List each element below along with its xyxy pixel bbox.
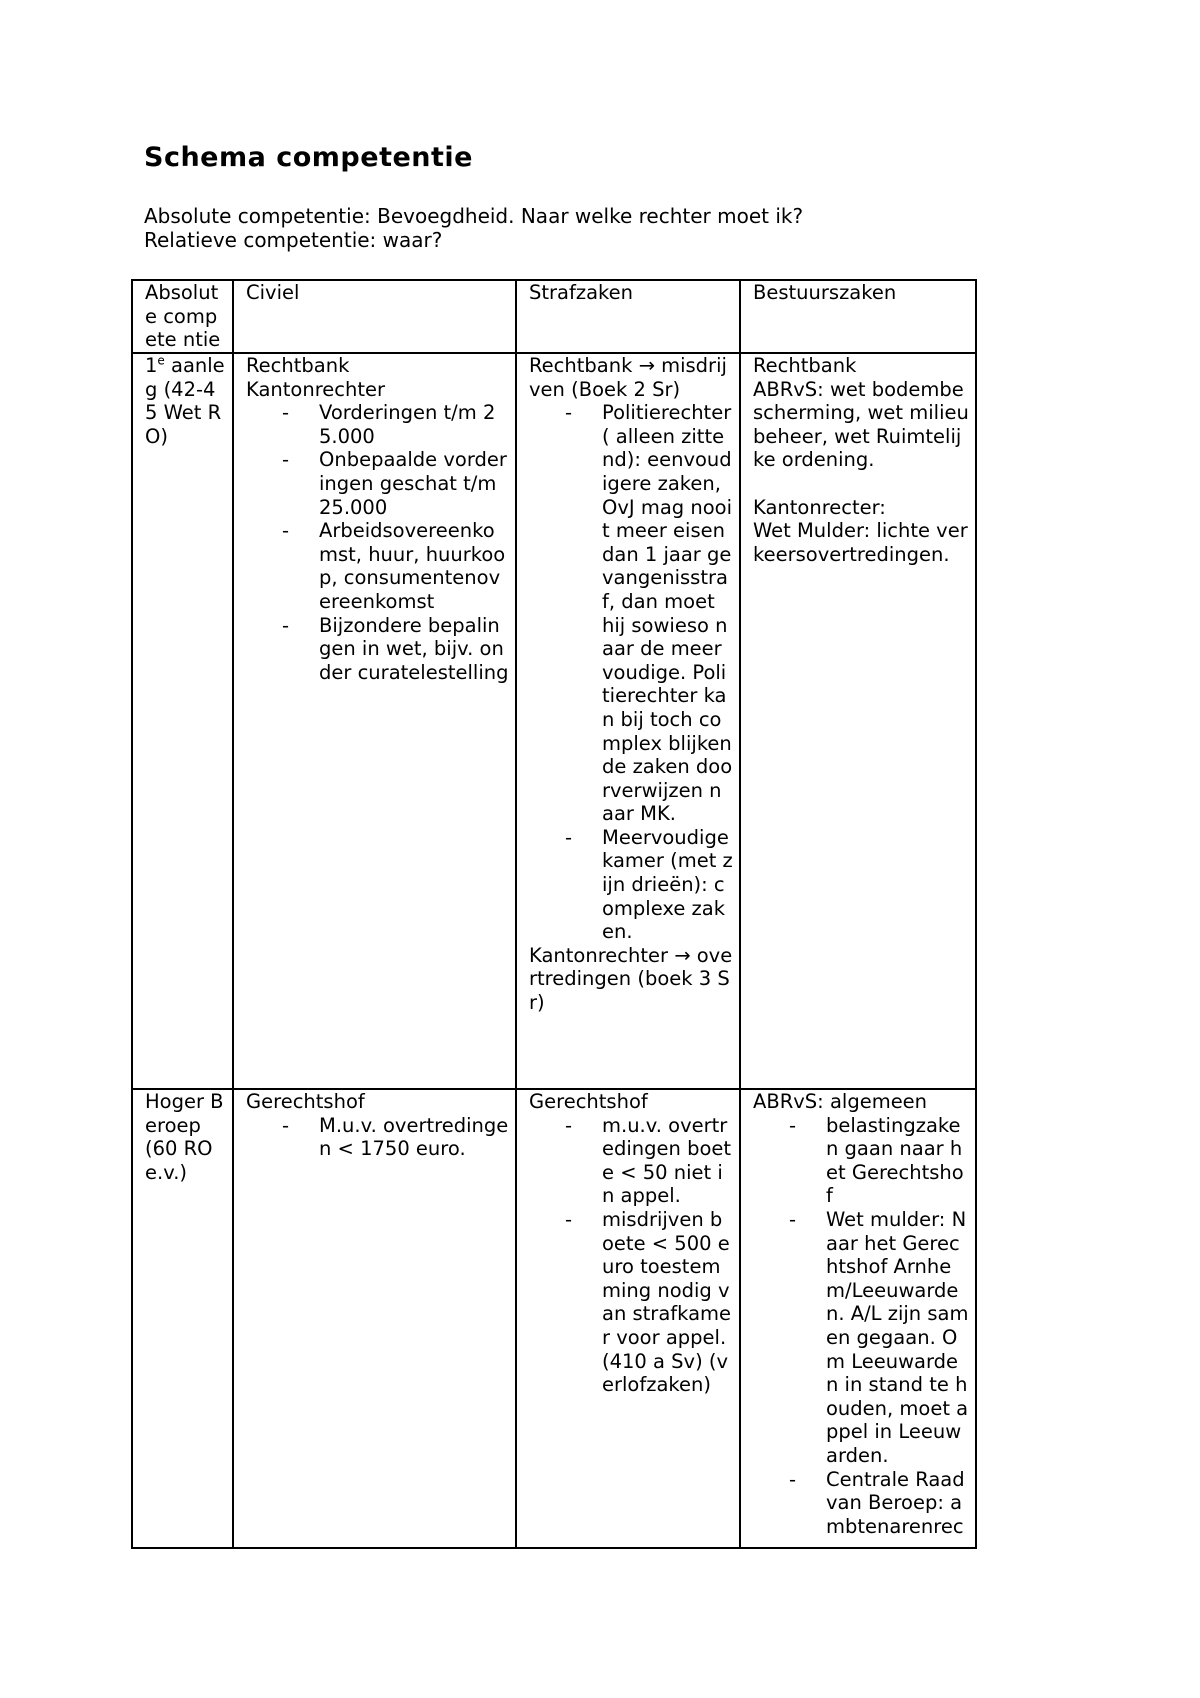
list-item: - Wet mulder: Naar het Gerechtshof Arnhem/Leeuwarden. A/L zijn samen gegaan. Om Leeuwarden in stand te houden, moet appel in Leeuwarden.: [826, 1208, 969, 1468]
list-item: - Meervoudige kamer (met zijn drieën): complexe zaken.: [602, 826, 733, 944]
page-title: Schema competentie: [144, 142, 473, 173]
bestuur-kantonrecter: Kantonrecter:: [753, 495, 886, 519]
header-absolute-text: Absolute compete ntie: [145, 281, 221, 352]
competence-table: [131, 279, 977, 1549]
appeal-bestuur-abrvs: ABRvS: algemeen: [753, 1090, 928, 1113]
cell-first-straf: [516, 353, 740, 1089]
list-item: - Arbeidsovereenkomst, huur, huurkoop, consumentenovereenkomst: [319, 519, 509, 613]
header-strafzaken: [516, 280, 740, 353]
cell-appeal-civiel: [233, 1089, 516, 1548]
header-bestuurszaken-text: Bestuurszaken: [753, 281, 897, 304]
civiel-kantonrechter: Kantonrechter: [246, 377, 386, 401]
appeal-straf-list: [529, 1114, 733, 1397]
list-item: - Vorderingen t/m 25.000: [319, 401, 509, 448]
list-item: - m.u.v. overtredingen boete < 50 niet in appel.: [602, 1114, 733, 1208]
intro-relative: Relatieve competentie: waar?: [144, 228, 443, 252]
cell-appeal-bestuur: [740, 1089, 976, 1548]
straf-kantonrechter: Kantonrechter → overtredingen (boek 3 Sr): [529, 943, 733, 1015]
list-item: - Centrale Raad van Beroep: ambtenarenrec: [826, 1468, 969, 1539]
table-header-row: [132, 280, 976, 353]
appeal-bestuur-list: [753, 1114, 969, 1539]
header-civiel: [233, 280, 516, 353]
list-item: - misdrijven boete < 500 euro toestemming nodig van strafkamer voor appel. (410 a Sv) (verlofzaken): [602, 1208, 733, 1397]
label-first-instance: [132, 353, 233, 1089]
cell-first-bestuur: [740, 353, 976, 1089]
bestuur-wet-mulder: Wet Mulder: lichte verkeersovertredingen.: [753, 519, 968, 566]
label-appeal-text: Hoger Beroep (60 RO e.v.): [145, 1090, 224, 1184]
table-row-first-instance: [132, 353, 976, 1089]
intro-absolute: Absolute competentie: Bevoegdheid. Naar welke rechter moet ik?: [144, 204, 804, 228]
label-appeal: [132, 1089, 233, 1548]
label-first-rest: aanleg (42-45 Wet RO): [145, 354, 225, 448]
header-civiel-text: Civiel: [246, 281, 300, 304]
civiel-list: [246, 401, 509, 684]
list-item: - Bijzondere bepalingen in wet, bijv. onder curatelestelling: [319, 614, 509, 685]
cell-appeal-straf: [516, 1089, 740, 1548]
civiel-rechtbank: Rechtbank: [246, 354, 350, 377]
straf-rechtbank: Rechtbank → misdrijven (Boek 2 Sr): [529, 354, 727, 401]
label-first-sup: e: [157, 354, 165, 368]
spacer: [753, 472, 969, 496]
appeal-civiel-gerechtshof: Gerechtshof: [246, 1090, 365, 1113]
list-item: - M.u.v. overtredingen < 1750 euro.: [319, 1114, 509, 1161]
cell-first-civiel: [233, 353, 516, 1089]
bestuur-abrvs: ABRvS: wet bodembescherming, wet milieubeheer, wet Ruimtelijke ordening.: [753, 377, 969, 472]
label-first-num: 1: [145, 354, 158, 377]
list-item: - belastingzaken gaan naar het Gerechtshof: [826, 1114, 969, 1208]
bestuur-rechtbank: Rechtbank: [753, 354, 857, 377]
header-bestuurszaken: [740, 280, 976, 353]
list-item: - Politierechter( alleen zittend): eenvoudigere zaken, OvJ mag nooit meer eisen dan 1 jaar gevangenisstraf, dan moet hij sowieso naar de meervoudige. Politierechter kan bij toch complex blijkende zaken doorverwijzen naar MK.: [602, 401, 733, 826]
appeal-civiel-list: [246, 1114, 509, 1161]
list-item: - Onbepaalde vorderingen geschat t/m 25.000: [319, 448, 509, 519]
table-row-appeal: [132, 1089, 976, 1548]
straf-list: [529, 401, 733, 944]
intro-text: [144, 204, 803, 252]
appeal-straf-gerechtshof: Gerechtshof: [529, 1090, 648, 1113]
header-absolute: [132, 280, 233, 353]
header-strafzaken-text: Strafzaken: [529, 281, 633, 304]
